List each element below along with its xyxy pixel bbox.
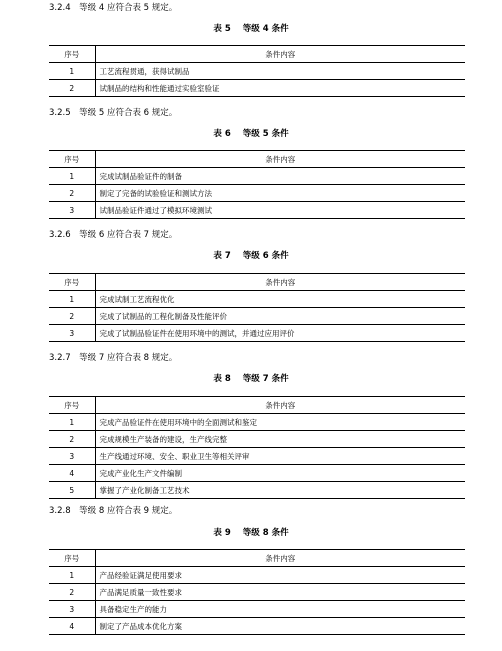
row-number: 3 xyxy=(49,325,95,342)
row-content: 试制品的结构和性能通过实验室验证 xyxy=(95,80,465,97)
table-title: 等级 4 条件 xyxy=(242,24,289,34)
col-header-content: 条件内容 xyxy=(95,151,465,168)
table-7 xyxy=(49,273,465,342)
clause-3-2-8: 3.2.8 等级 8 应符合表 9 规定。 xyxy=(49,506,178,516)
table-7-caption xyxy=(0,251,502,261)
table-row xyxy=(49,601,465,618)
col-header-content: 条件内容 xyxy=(95,274,465,291)
row-content: 产品满足质量一致性要求 xyxy=(95,584,465,601)
col-header-number: 序号 xyxy=(49,151,95,168)
table-title: 等级 7 条件 xyxy=(242,374,289,384)
table-title: 等级 8 条件 xyxy=(242,528,289,538)
col-header-number: 序号 xyxy=(49,397,95,414)
table-row xyxy=(49,185,465,202)
row-content: 制定了产品成本优化方案 xyxy=(95,618,465,635)
table-row xyxy=(49,618,465,635)
table-5-caption xyxy=(0,24,502,34)
table-8 xyxy=(49,396,465,499)
table-9-caption xyxy=(0,528,502,538)
row-content: 产品经验证满足使用要求 xyxy=(95,567,465,584)
table-row xyxy=(49,80,465,97)
table-row xyxy=(49,431,465,448)
row-number: 2 xyxy=(49,431,95,448)
row-content: 完成产业化生产文件编制 xyxy=(95,465,465,482)
row-number: 4 xyxy=(49,618,95,635)
row-number: 5 xyxy=(49,482,95,499)
table-6-caption xyxy=(0,129,502,139)
table-number: 表 8 xyxy=(213,374,231,384)
col-header-number: 序号 xyxy=(49,274,95,291)
col-header-content: 条件内容 xyxy=(95,397,465,414)
row-number: 1 xyxy=(49,414,95,431)
row-content: 完成规模生产装备的建设，生产线完整 xyxy=(95,431,465,448)
row-number: 1 xyxy=(49,63,95,80)
table-row xyxy=(49,482,465,499)
row-content: 完成试制工艺流程优化 xyxy=(95,291,465,308)
clause-3-2-6: 3.2.6 等级 6 应符合表 7 规定。 xyxy=(49,230,178,240)
table-title: 等级 5 条件 xyxy=(242,129,289,139)
row-number: 2 xyxy=(49,584,95,601)
col-header-number: 序号 xyxy=(49,46,95,63)
table-header-row xyxy=(49,397,465,414)
row-number: 3 xyxy=(49,601,95,618)
table-9 xyxy=(49,549,465,635)
row-content: 完成了试制品的工程化制备及性能评价 xyxy=(95,308,465,325)
table-header-row xyxy=(49,550,465,567)
row-number: 2 xyxy=(49,185,95,202)
table-header-row xyxy=(49,151,465,168)
row-content: 掌握了产业化制备工艺技术 xyxy=(95,482,465,499)
row-number: 4 xyxy=(49,465,95,482)
table-number: 表 5 xyxy=(213,24,231,34)
table-header-row xyxy=(49,46,465,63)
table-row xyxy=(49,448,465,465)
row-number: 1 xyxy=(49,567,95,584)
table-5 xyxy=(49,45,465,97)
col-header-number: 序号 xyxy=(49,550,95,567)
row-number: 3 xyxy=(49,202,95,219)
table-row xyxy=(49,584,465,601)
col-header-content: 条件内容 xyxy=(95,46,465,63)
table-number: 表 9 xyxy=(213,528,231,538)
row-number: 3 xyxy=(49,448,95,465)
row-number: 2 xyxy=(49,308,95,325)
table-8-caption xyxy=(0,374,502,384)
table-row xyxy=(49,202,465,219)
row-number: 1 xyxy=(49,168,95,185)
table-row xyxy=(49,63,465,80)
table-row xyxy=(49,168,465,185)
table-number: 表 6 xyxy=(213,129,231,139)
table-row xyxy=(49,567,465,584)
table-row xyxy=(49,325,465,342)
clause-3-2-5: 3.2.5 等级 5 应符合表 6 规定。 xyxy=(49,108,178,118)
table-row xyxy=(49,414,465,431)
table-title: 等级 6 条件 xyxy=(242,251,289,261)
row-content: 生产线通过环境、安全、职业卫生等相关评审 xyxy=(95,448,465,465)
table-row xyxy=(49,291,465,308)
row-number: 2 xyxy=(49,80,95,97)
table-6 xyxy=(49,150,465,219)
row-content: 试制品验证件通过了模拟环境测试 xyxy=(95,202,465,219)
row-content: 工艺流程贯通，获得试制品 xyxy=(95,63,465,80)
table-row xyxy=(49,465,465,482)
col-header-content: 条件内容 xyxy=(95,550,465,567)
row-number: 1 xyxy=(49,291,95,308)
clause-3-2-7: 3.2.7 等级 7 应符合表 8 规定。 xyxy=(49,353,178,363)
row-content: 具备稳定生产的能力 xyxy=(95,601,465,618)
row-content: 完成了试制品验证件在使用环境中的测试，并通过应用评价 xyxy=(95,325,465,342)
clause-3-2-4: 3.2.4 等级 4 应符合表 5 规定。 xyxy=(49,3,178,13)
row-content: 制定了完备的试验验证和测试方法 xyxy=(95,185,465,202)
row-content: 完成产品验证件在使用环境中的全面测试和鉴定 xyxy=(95,414,465,431)
table-row xyxy=(49,308,465,325)
row-content: 完成试制品验证件的制备 xyxy=(95,168,465,185)
table-header-row xyxy=(49,274,465,291)
table-number: 表 7 xyxy=(213,251,231,261)
